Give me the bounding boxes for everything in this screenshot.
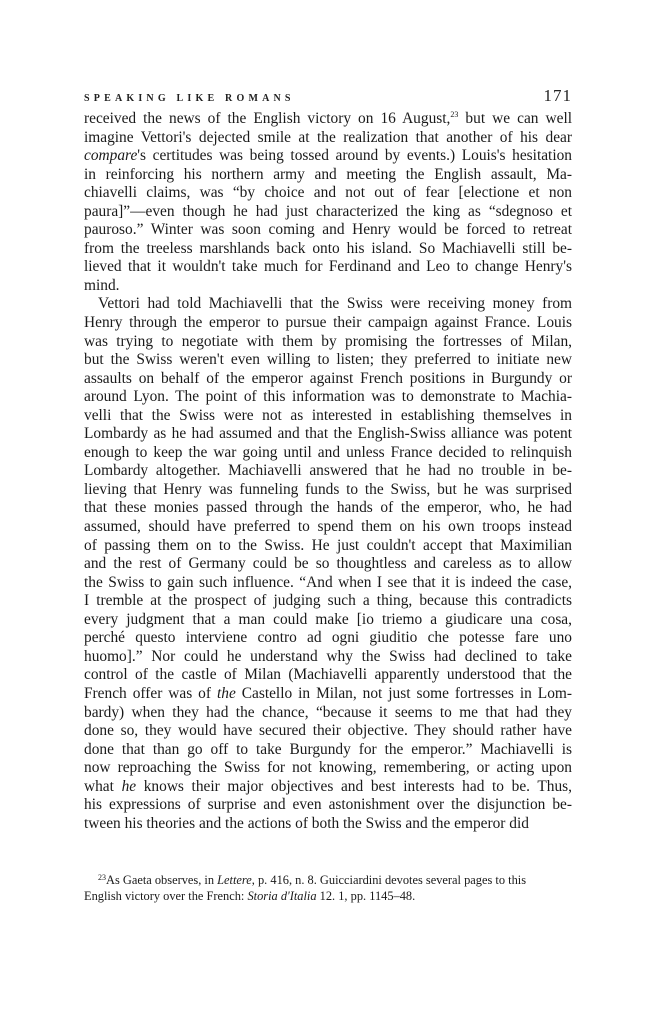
text-line: [84, 240, 572, 259]
text-run: control of the castle of Milan (Machiavelli apparently understood that the: [84, 666, 572, 684]
running-head: [84, 86, 572, 106]
text-run: done that than go off to take Burgundy for the emperor.” Machiavelli is: [84, 740, 572, 758]
text-line: [84, 778, 572, 797]
text-line: [84, 258, 572, 277]
text-run: around Lyon. The point of this information was to demonstrate to Machia-: [84, 388, 572, 406]
text-line: [84, 110, 572, 129]
text-line: [84, 611, 572, 630]
text-line: [84, 370, 572, 389]
italic-text: he: [121, 777, 137, 795]
text-run: paura]”—even though he had just characterized the king as “sdegnoso et: [84, 202, 572, 220]
text-line: [84, 666, 572, 685]
text-line: [84, 499, 572, 518]
text-line: [84, 166, 572, 185]
text-run: Lombardy as he had assumed and that the English-Swiss alliance was potent: [84, 425, 572, 443]
text-line: [84, 203, 572, 222]
text-run: mind.: [84, 276, 120, 294]
text-line: [84, 295, 572, 314]
text-line: [84, 555, 572, 574]
text-run: of passing them on to the Swiss. He just couldn't accept that Maximilian: [84, 536, 572, 554]
text-line: [84, 314, 572, 333]
text-run: pauroso.” Winter was soon coming and Henry would be forced to retreat: [84, 221, 572, 239]
text-run: velli that the Swiss were not as interested in establishing themselves in: [84, 406, 572, 424]
text-run: what: [84, 777, 122, 795]
text-line: [84, 184, 572, 203]
text-line: [84, 388, 572, 407]
text-line: [84, 574, 572, 593]
text-run: Lombardy altogether. Machiavelli answered that he had no trouble in be-: [84, 462, 572, 480]
text-run: his expressions of surprise and even astonishment over the disjunction be-: [84, 796, 572, 814]
text-line: [84, 333, 572, 352]
text-run: Henry through the emperor to pursue their campaign against France. Louis: [84, 314, 572, 332]
text-line: [84, 129, 572, 148]
text-run: assumed, should have preferred to spend them on his own troops instead: [84, 518, 572, 536]
text-line: [84, 518, 572, 537]
text-line: [84, 629, 572, 648]
text-line: [84, 462, 572, 481]
text-line: [84, 815, 572, 834]
text-run: assaults on behalf of the emperor against French positions in Burgundy or: [84, 369, 572, 387]
footnote-number: 23: [98, 873, 106, 882]
text-run: done so, they would have secured their objective. They should rather have: [84, 722, 572, 740]
body-text: [84, 110, 572, 833]
text-run: in reinforcing his northern army and meeting the English assault, Ma-: [84, 165, 572, 183]
text-run: that these monies passed through the hands of the emperor, who, he had: [84, 499, 572, 517]
text-run: perché questo interviene contro ad ogni giuditio che potesse fare uno: [84, 629, 572, 647]
text-line: [84, 759, 572, 778]
text-line: [84, 444, 572, 463]
text-run: but we can well: [458, 110, 573, 127]
text-run: bardy) when they had the chance, “because it seems to me that had they: [84, 703, 572, 721]
text-run: received the news of the English victory on 16 August,: [84, 110, 451, 127]
text-line: [84, 221, 572, 240]
text-run: English victory over the French:: [84, 888, 248, 903]
running-title: SPEAKING LIKE ROMANS: [84, 93, 295, 104]
text-run: , p. 416, n. 8. Guicciardini devotes several pages to this: [251, 873, 527, 887]
text-line: [84, 537, 572, 556]
text-run: 12. 1, pp. 1145–48.: [316, 888, 416, 903]
text-run: but the Swiss weren't even willing to listen; they preferred to initiate new: [84, 351, 572, 369]
text-run: lieved that it wouldn't take much for Ferdinand and Leo to change Henry's: [84, 258, 572, 276]
italic-text: compare: [84, 147, 138, 165]
text-line: [84, 592, 572, 611]
footnote-23: [84, 873, 572, 904]
italic-text: Storia d'Italia: [247, 888, 317, 903]
text-line: [84, 481, 572, 500]
text-run: 's certitudes was being tossed around by events.) Louis's hesitation: [137, 147, 572, 165]
text-run: tween his theories and the actions of both the Swiss and the emperor did: [84, 814, 529, 832]
italic-text: Lettere: [217, 873, 252, 887]
text-run: Vettori had told Machiavelli that the Swiss were receiving money from: [98, 295, 572, 313]
text-line: [84, 648, 572, 667]
text-run: knows their major objectives and best interests had to be. Thus,: [136, 777, 572, 795]
text-line: [84, 425, 572, 444]
text-run: chiavelli claims, was “by choice and not out of fear [electione et non: [84, 184, 572, 202]
text-line: [84, 685, 572, 704]
italic-text: the: [216, 684, 236, 702]
text-line: [84, 796, 572, 815]
text-line: [84, 351, 572, 370]
text-run: French offer was of: [84, 684, 217, 702]
footnotes: [84, 873, 572, 904]
text-line: [84, 741, 572, 760]
footnote-reference: 23: [450, 110, 459, 119]
text-line: [84, 277, 572, 296]
text-run: from the treeless marshlands back onto his island. So Machiavelli still be-: [84, 239, 572, 257]
page-number: 171: [543, 86, 572, 105]
text-run: was trying to negotiate with them by promising the fortresses of Milan,: [84, 332, 572, 350]
text-line: [84, 873, 572, 889]
text-run: enough to keep the war going until and unless France decided to relinquish: [84, 443, 572, 461]
text-run: huomo].” Nor could he understand why the Swiss had declined to take: [84, 647, 572, 665]
paragraph-2: [84, 295, 572, 833]
text-run: imagine Vettori's dejected smile at the realization that another of his dear: [84, 128, 572, 146]
text-line: [84, 889, 572, 905]
text-line: [84, 704, 572, 723]
text-run: and the rest of Germany could be so thoughtless and careless as to allow: [84, 555, 572, 573]
paragraph-1: [84, 110, 572, 295]
text-run: I tremble at the prospect of judging such a thing, because this contradicts: [84, 592, 572, 610]
text-line: [84, 722, 572, 741]
text-run: As Gaeta observes, in: [106, 873, 218, 887]
text-line: [84, 407, 572, 426]
text-run: now reproaching the Swiss for not knowing, remembering, or acting upon: [84, 759, 572, 777]
text-run: the Swiss to gain such influence. “And when I see that it is indeed the case,: [84, 573, 572, 591]
text-run: Castello in Milan, not just some fortresses in Lom-: [235, 684, 572, 702]
text-run: every judgment that a man could make [io triemo a giudicare una cosa,: [84, 610, 572, 628]
text-line: [84, 147, 572, 166]
text-run: lieving that Henry was funneling funds to the Swiss, but he was surprised: [84, 480, 572, 498]
